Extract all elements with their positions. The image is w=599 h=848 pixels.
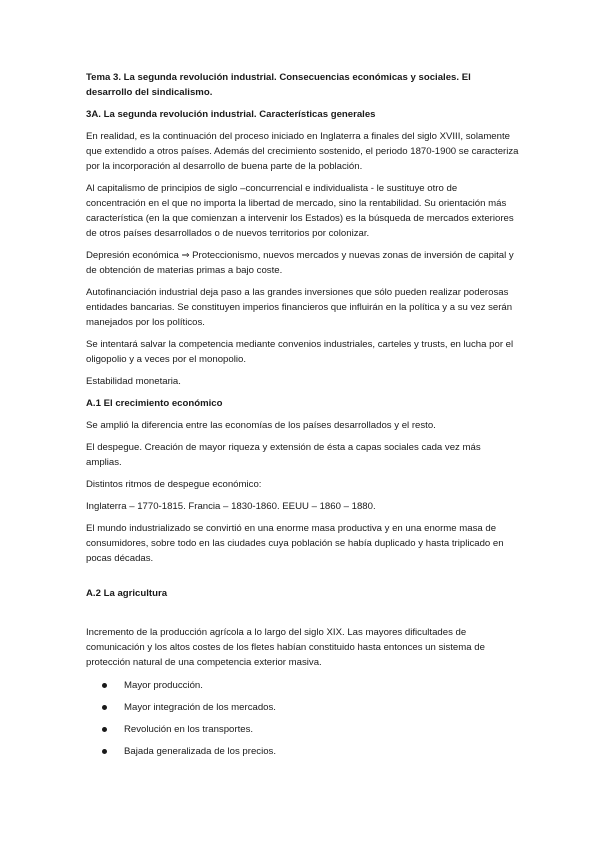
list-item-label: Mayor integración de los mercados.: [124, 702, 276, 713]
paragraph: En realidad, es la continuación del proceso iniciado en Inglaterra a finales del siglo XVIII, solamente que extendido a otros países. Además del crecimiento sostenido, el periodo 1870-1900 se caracteriza por la incorporación al desarrollo de buena parte de la población.: [86, 131, 519, 172]
paragraph: Inglaterra – 1770-1815. Francia – 1830-1860. EEUU – 1860 – 1880.: [86, 501, 376, 512]
list-item-label: Bajada generalizada de los precios.: [124, 746, 277, 757]
list-item: [86, 744, 519, 759]
bullet-icon: [102, 705, 107, 710]
section-heading-a1: A.1 El crecimiento económico: [86, 398, 223, 409]
paragraph: Distintos ritmos de despegue económico:: [86, 479, 262, 490]
document-title: Tema 3. La segunda revolución industrial. Consecuencias económicas y sociales. El desarrollo del sindicalismo.: [86, 72, 471, 98]
paragraph: Estabilidad monetaria.: [86, 376, 181, 387]
bullet-list: [86, 678, 519, 759]
list-item-label: Mayor producción.: [124, 680, 203, 691]
paragraph: Al capitalismo de principios de siglo –concurrencial e individualista - le sustituye otro de concentración en el que no importa la libertad de mercado, sino la rentabilidad. Su orientación más característica (en la que comienzan a intervenir los Estados) es la búsqueda de mercados exteriores de otros países desarrollados o de nuevos territorios por colonizar.: [86, 183, 514, 239]
bullet-icon: [102, 727, 107, 732]
bullet-icon: [102, 683, 107, 688]
section-heading-a2: A.2 La agricultura: [86, 588, 168, 599]
paragraph: El mundo industrializado se convirtió en una enorme masa productiva y en una enorme masa de consumidores, sobre todo en las ciudades cuya población se había duplicado y hasta triplicado en pocas décadas.: [86, 523, 504, 564]
list-item: [86, 722, 519, 737]
paragraph: Incremento de la producción agrícola a lo largo del siglo XIX. Las mayores dificultades de comunicación y los altos costes de los fletes habían constituido hasta entonces un sistema de protección natural de una competencia exterior masiva.: [86, 627, 485, 668]
paragraph: Autofinanciación industrial deja paso a las grandes inversiones que sólo pueden realizar poderosas entidades bancarias. Se constituyen imperios financieros que influirán en la política y a su vez serán manejados por los políticos.: [86, 287, 513, 328]
section-heading-3a: 3A. La segunda revolución industrial. Características generales: [86, 109, 376, 120]
paragraph: El despegue. Creación de mayor riqueza y extensión de ésta a capas sociales cada vez más amplias.: [86, 442, 481, 468]
paragraph: Se amplió la diferencia entre las economías de los países desarrollados y el resto.: [86, 420, 436, 431]
list-item: [86, 678, 519, 693]
paragraph: Se intentará salvar la competencia mediante convenios industriales, carteles y trusts, en lucha por el oligopolio y a veces por el monopolio.: [86, 339, 514, 365]
bullet-icon: [102, 749, 107, 754]
list-item: [86, 700, 519, 715]
list-item-label: Revolución en los transportes.: [124, 724, 254, 735]
paragraph: Depresión económica ⇒ Proteccionismo, nuevos mercados y nuevas zonas de inversión de capital y de obtención de materias primas a bajo coste.: [86, 250, 514, 276]
